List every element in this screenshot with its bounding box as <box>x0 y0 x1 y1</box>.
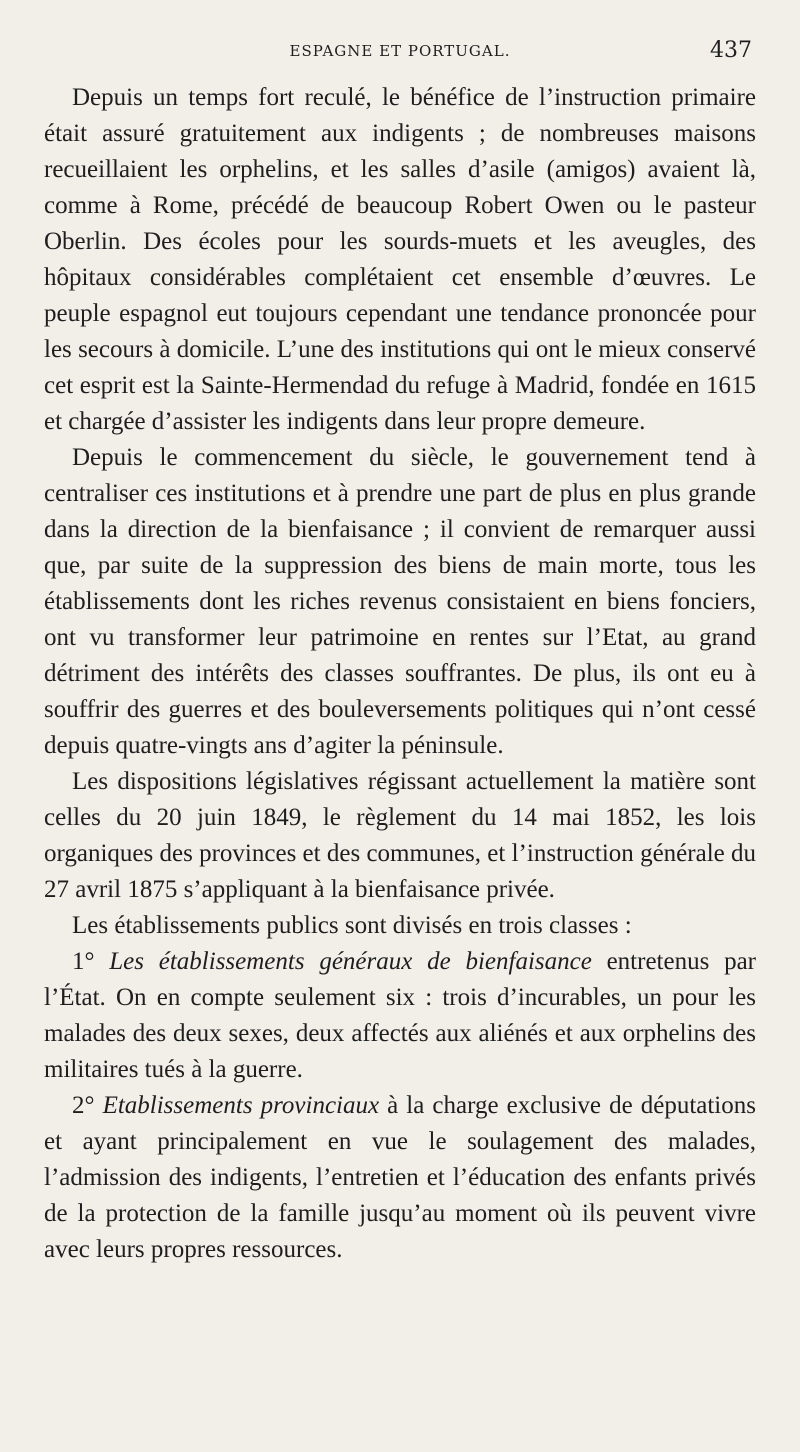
page-body <box>44 80 756 1268</box>
paragraph: Depuis le commencement du siècle, le gouvernement tend à centraliser ces institutions et à prendre une part de plus en plus grande dans la direction de la bienfaisance ; il convient de remarquer aussi que, par suite de la suppression des biens de main morte, tous les établissements dont les riches revenus consistaient en biens fonciers, ont vu transformer leur patrimoine en rentes sur l’Etat, au grand détriment des intérêts des classes souffrantes. De plus, ils ont eu à souffrir des guerres et des bouleversements politiques qui n’ont cessé depuis quatre-vingts ans d’agiter la péninsule. <box>44 444 756 759</box>
list-item-text: entretenus par l’État. On en compte seulement six : trois d’incurables, un pour les malades des deux sexes, deux affectés aux aliénés et aux orphelins des militaires tués à la guerre. <box>44 948 757 1083</box>
list-item-title: Etablissements provinciaux <box>102 1092 380 1119</box>
list-number: 1° <box>72 948 95 975</box>
page-header <box>44 38 756 68</box>
page-number: 437 <box>710 38 752 63</box>
paragraph: Les dispositions législatives régissant actuellement la matière sont celles du 20 juin 1849, le règlement du 14 mai 1852, les lois organiques des provinces et des communes, et l’instruction générale du 27 avril 1875 s’appliquant à la bienfaisance privée. <box>44 768 756 903</box>
list-item-title: Les établissements généraux de bienfaisance <box>109 948 592 975</box>
paragraph: Les établissements publics sont divisés en trois classes : <box>72 912 632 939</box>
list-item-text: à la charge exclusive de députations et ayant principalement en vue le soulagement des malades, l’admission des indigents, l’entretien et l’éducation des enfants privés de la protection de la famille jusqu’au moment où ils peuvent vivre avec leurs propres ressources. <box>44 1092 756 1263</box>
running-head: ESPAGNE ET PORTUGAL. <box>289 42 511 60</box>
list-item <box>44 944 756 1088</box>
paragraph: Depuis un temps fort reculé, le bénéfice de l’instruction primaire était assuré gratuitement aux indigents ; de nombreuses maisons recueillaient les orphelins, et les salles d’asile (amigos) avaient là, comme à Rome, précédé de beaucoup Robert Owen ou le pasteur Oberlin. Des écoles pour les sourds-muets et les aveugles, des hôpitaux considérables complétaient cet ensemble d’œuvres. Le peuple espagnol eut toujours cependant une tendance prononcée pour les secours à domicile. L’une des institutions qui ont le mieux conservé cet esprit est la Sainte-Hermendad du refuge à Madrid, fondée en 1615 et chargée d’assister les indigents dans leur propre demeure. <box>44 84 756 435</box>
list-item <box>44 1088 756 1268</box>
list-number: 2° <box>72 1092 95 1119</box>
